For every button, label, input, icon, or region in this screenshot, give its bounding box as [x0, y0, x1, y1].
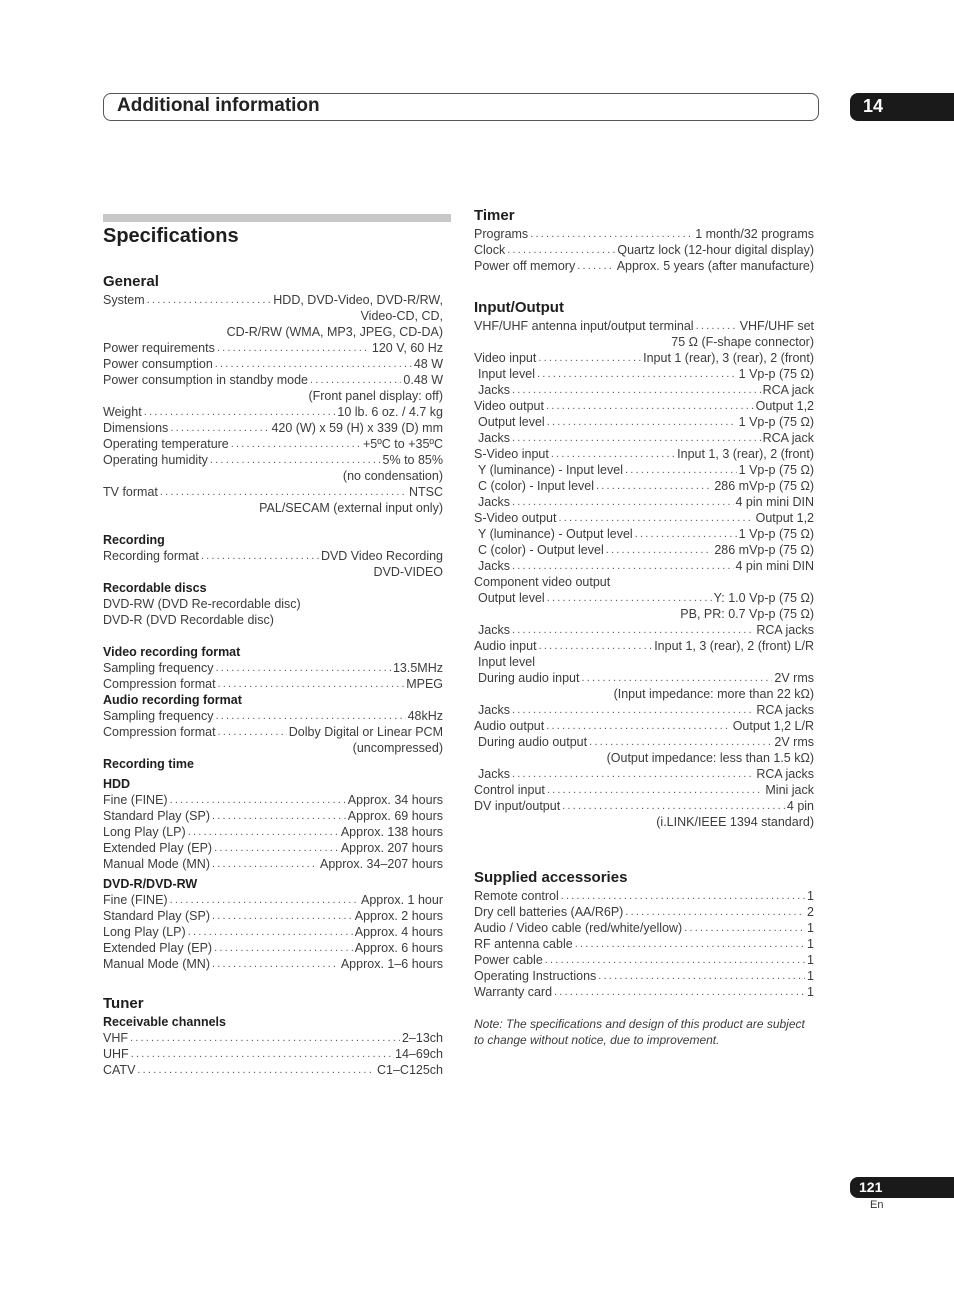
spec-line [474, 558, 814, 574]
spec-label: Programs [474, 227, 529, 241]
spec-line [474, 414, 814, 430]
spec-value: 2V rms [774, 671, 814, 685]
spec-value: 4 pin [786, 799, 814, 813]
spec-line [474, 382, 814, 398]
spec-line [474, 798, 814, 814]
spec-label: Extended Play (EP) [103, 941, 213, 955]
spec-label: Dry cell batteries (AA/R6P) [474, 905, 624, 919]
spec-value: 0.48 W [403, 373, 443, 387]
section-divider-bar [103, 214, 451, 222]
spec-value: Approx. 6 hours [354, 941, 443, 955]
spec-label: TV format [103, 485, 158, 499]
spec-line [103, 808, 443, 824]
spec-label: VHF/UHF antenna input/output terminal [474, 319, 694, 333]
spec-value: 1 [807, 953, 814, 967]
accessories-title: Supplied accessories [474, 869, 628, 886]
spec-line [103, 292, 443, 308]
spec-line [474, 734, 814, 750]
spec-label: Warranty card [474, 985, 553, 999]
spec-label: Jacks [478, 431, 510, 445]
chapter-number: 14 [863, 96, 884, 116]
spec-value: RCA jack [762, 431, 814, 445]
note-line: to change without notice, due to improvement. [474, 1033, 720, 1047]
spec-line [474, 782, 814, 798]
spec-line [474, 430, 814, 446]
spec-label: Extended Play (EP) [103, 841, 213, 855]
spec-value: Approx. 207 hours [340, 841, 443, 855]
spec-value: DVD Video Recording [320, 549, 443, 563]
spec-line [474, 638, 814, 654]
spec-value: 48kHz [407, 709, 443, 723]
spec-value: Output 1,2 [755, 511, 814, 525]
spec-label: Recording format [103, 549, 199, 563]
spec-label: UHF [103, 1047, 129, 1061]
spec-value: 1 [807, 985, 814, 999]
spec-value: 13.5MHz [392, 661, 443, 675]
spec-value: 420 (W) x 59 (H) x 339 (D) mm [271, 421, 443, 435]
note-line: Note: The specifications and design of this product are subject [474, 1017, 805, 1031]
spec-label: Power off memory [474, 259, 576, 273]
spec-line [474, 398, 814, 414]
spec-line [474, 590, 814, 606]
spec-line [474, 242, 814, 258]
spec-line [474, 366, 814, 382]
spec-label: DV input/output [474, 799, 561, 813]
spec-line [474, 510, 814, 526]
spec-value: Input 1, 3 (rear), 2 (front) [677, 447, 814, 461]
spec-value: 1 [807, 937, 814, 951]
spec-label: Compression format [103, 677, 216, 691]
spec-line [474, 904, 814, 920]
recording-title: Recording [103, 533, 165, 547]
spec-line [474, 984, 814, 1000]
spec-value: 286 mVp-p (75 Ω) [714, 479, 814, 493]
spec-label: Weight [103, 405, 142, 419]
spec-label: Video output [474, 399, 544, 413]
specifications-title: Specifications [103, 225, 239, 247]
spec-label: S-Video output [474, 511, 557, 525]
spec-value: 4 pin mini DIN [735, 559, 814, 573]
right-column [474, 206, 814, 1048]
spec-value: 4 pin mini DIN [735, 495, 814, 509]
page-number-tab [850, 1177, 954, 1198]
receivable-channels-title: Receivable channels [103, 1015, 226, 1029]
page-number: 121 [859, 1179, 883, 1195]
spec-label: Power consumption in standby mode [103, 373, 308, 387]
spec-value: Approx. 34–207 hours [319, 857, 443, 871]
spec-value: Mini jack [765, 783, 814, 797]
spec-value: RCA jack [762, 383, 814, 397]
spec-line [103, 436, 443, 452]
spec-label: Long Play (LP) [103, 825, 186, 839]
spec-label: Fine (FINE) [103, 793, 168, 807]
tuner-title: Tuner [103, 995, 144, 1012]
spec-value: RCA jacks [756, 623, 814, 637]
spec-label: Operating temperature [103, 437, 229, 451]
spec-line [103, 892, 443, 908]
spec-label: Video input [474, 351, 537, 365]
spec-continuation: 75 Ω (F-shape connector) [671, 335, 814, 349]
spec-line [103, 940, 443, 956]
spec-label: CATV [103, 1063, 136, 1077]
spec-label: C (color) - Input level [478, 479, 595, 493]
spec-line [474, 888, 814, 904]
spec-label: Y (luminance) - Output level [478, 527, 633, 541]
spec-label: Power cable [474, 953, 543, 967]
header-title: Additional information [117, 95, 320, 116]
spec-value: MPEG [406, 677, 443, 691]
spec-label: Jacks [478, 703, 510, 717]
recording-time-title: Recording time [103, 757, 194, 771]
spec-line [103, 404, 443, 420]
hdd-title: HDD [103, 777, 131, 791]
list-item: DVD-RW (DVD Re-recordable disc) [103, 597, 301, 611]
spec-value: VHF/UHF set [739, 319, 814, 333]
spec-value: 1 Vp-p (75 Ω) [738, 415, 814, 429]
spec-line [103, 420, 443, 436]
spec-line [474, 670, 814, 686]
spec-continuation: (Output impedance: less than 1.5 kΩ) [606, 751, 814, 765]
spec-line [103, 340, 443, 356]
spec-line [474, 462, 814, 478]
timer-title: Timer [474, 207, 515, 224]
spec-line [103, 1062, 443, 1078]
spec-subheading: Component video output [474, 575, 611, 589]
spec-label: Power consumption [103, 357, 213, 371]
spec-continuation: (uncompressed) [352, 741, 443, 755]
spec-value: HDD, DVD-Video, DVD-R/RW, [273, 293, 443, 307]
spec-label: Jacks [478, 767, 510, 781]
spec-value: 1 month/32 programs [695, 227, 814, 241]
spec-label: C (color) - Output level [478, 543, 604, 557]
spec-line [474, 526, 814, 542]
spec-line [474, 968, 814, 984]
spec-line [103, 724, 443, 740]
spec-continuation: DVD-VIDEO [373, 565, 443, 579]
spec-label: S-Video input [474, 447, 549, 461]
spec-value: 10 lb. 6 oz. / 4.7 kg [337, 405, 443, 419]
page-language: En [870, 1199, 884, 1211]
input-output-title: Input/Output [474, 299, 564, 316]
spec-label: Power requirements [103, 341, 215, 355]
spec-line [103, 676, 443, 692]
spec-continuation: CD-R/RW (WMA, MP3, JPEG, CD-DA) [226, 325, 443, 339]
spec-value: Input 1 (rear), 3 (rear), 2 (front) [643, 351, 814, 365]
spec-line [474, 258, 814, 274]
spec-line [474, 766, 814, 782]
spec-value: 1 Vp-p (75 Ω) [738, 367, 814, 381]
dvd-title: DVD-R/DVD-RW [103, 877, 198, 891]
spec-line [103, 856, 443, 872]
spec-continuation: (no condensation) [342, 469, 443, 483]
spec-label: System [103, 293, 145, 307]
spec-value: Input 1, 3 (rear), 2 (front) L/R [654, 639, 814, 653]
video-format-title: Video recording format [103, 645, 241, 659]
spec-label: Remote control [474, 889, 559, 903]
spec-value: Approx. 1 hour [361, 893, 443, 907]
spec-label: Long Play (LP) [103, 925, 186, 939]
spec-label: Y (luminance) - Input level [478, 463, 623, 477]
spec-line [474, 952, 814, 968]
spec-value: Approx. 34 hours [347, 793, 443, 807]
spec-line [103, 956, 443, 972]
spec-label: Compression format [103, 725, 216, 739]
spec-line [474, 920, 814, 936]
general-title: General [103, 273, 159, 290]
spec-value: 48 W [413, 357, 443, 371]
spec-continuation: (Front panel display: off) [308, 389, 443, 403]
spec-label: Clock [474, 243, 506, 257]
spec-value: 286 mVp-p (75 Ω) [714, 543, 814, 557]
spec-continuation: Video-CD, CD, [360, 309, 443, 323]
spec-value: 14–69ch [395, 1047, 443, 1061]
spec-value: 1 Vp-p (75 Ω) [738, 527, 814, 541]
spec-label: Sampling frequency [103, 661, 214, 675]
spec-label: Audio / Video cable (red/white/yellow) [474, 921, 683, 935]
list-item: DVD-R (DVD Recordable disc) [103, 613, 274, 627]
spec-value: 2V rms [774, 735, 814, 749]
spec-value: Approx. 1–6 hours [340, 957, 443, 971]
spec-value: +5ºC to +35ºC [362, 437, 443, 451]
spec-line [474, 622, 814, 638]
spec-label: Jacks [478, 383, 510, 397]
spec-label: Manual Mode (MN) [103, 957, 210, 971]
spec-label: During audio output [478, 735, 588, 749]
spec-label: Standard Play (SP) [103, 909, 210, 923]
spec-continuation: PB, PR: 0.7 Vp-p (75 Ω) [680, 607, 814, 621]
spec-value: 1 [807, 969, 814, 983]
spec-label: RF antenna cable [474, 937, 573, 951]
spec-line [474, 478, 814, 494]
spec-line [103, 356, 443, 372]
spec-line [474, 494, 814, 510]
spec-value: 5% to 85% [382, 453, 443, 467]
spec-line [103, 484, 443, 500]
spec-value: Output 1,2 L/R [732, 719, 814, 733]
spec-label: Fine (FINE) [103, 893, 168, 907]
spec-continuation: (i.LINK/IEEE 1394 standard) [656, 815, 814, 829]
spec-line [474, 718, 814, 734]
spec-label: Audio output [474, 719, 545, 733]
spec-label: Jacks [478, 559, 510, 573]
spec-label: Input level [478, 367, 535, 381]
spec-line [103, 824, 443, 840]
spec-value: Y: 1.0 Vp-p (75 Ω) [713, 591, 814, 605]
spec-line [474, 542, 814, 558]
spec-line [103, 1030, 443, 1046]
spec-label: Control input [474, 783, 545, 797]
spec-value: 1 Vp-p (75 Ω) [738, 463, 814, 477]
spec-label: Operating humidity [103, 453, 208, 467]
spec-value: 1 [807, 921, 814, 935]
spec-line [103, 548, 443, 564]
spec-line [474, 318, 814, 334]
spec-label: Standard Play (SP) [103, 809, 210, 823]
spec-value: NTSC [408, 485, 443, 499]
spec-value: 2 [807, 905, 814, 919]
spec-line [103, 792, 443, 808]
spec-line [474, 226, 814, 242]
spec-line [474, 936, 814, 952]
audio-format-title: Audio recording format [103, 693, 242, 707]
recordable-discs-title: Recordable discs [103, 581, 207, 595]
spec-label: Audio input [474, 639, 537, 653]
spec-line [474, 446, 814, 462]
spec-label: During audio input [478, 671, 580, 685]
spec-continuation: (Input impedance: more than 22 kΩ) [613, 687, 814, 701]
spec-line [474, 702, 814, 718]
spec-value: 1 [807, 889, 814, 903]
spec-line [474, 350, 814, 366]
spec-value: Approx. 5 years (after manufacture) [616, 259, 814, 273]
chapter-tab [850, 93, 954, 121]
spec-line [103, 924, 443, 940]
spec-value: Dolby Digital or Linear PCM [288, 725, 443, 739]
spec-value: C1–C125ch [376, 1063, 443, 1077]
spec-value: Output 1,2 [755, 399, 814, 413]
spec-value: 2–13ch [401, 1031, 443, 1045]
header-bar [103, 93, 819, 121]
spec-continuation: PAL/SECAM (external input only) [259, 501, 443, 515]
spec-label: Sampling frequency [103, 709, 214, 723]
spec-line [103, 452, 443, 468]
spec-label: Jacks [478, 623, 510, 637]
spec-label: Operating Instructions [474, 969, 597, 983]
spec-label: Dimensions [103, 421, 169, 435]
spec-value: RCA jacks [756, 703, 814, 717]
spec-value: Quartz lock (12-hour digital display) [617, 243, 814, 257]
spec-line [103, 908, 443, 924]
spec-label: Output level [478, 591, 545, 605]
spec-subheading: Input level [478, 655, 535, 669]
left-column [103, 272, 443, 1078]
spec-line [103, 372, 443, 388]
spec-value: Approx. 138 hours [340, 825, 443, 839]
spec-line [103, 1046, 443, 1062]
spec-value: Approx. 69 hours [347, 809, 443, 823]
spec-line [103, 708, 443, 724]
spec-value: RCA jacks [756, 767, 814, 781]
spec-value: 120 V, 60 Hz [371, 341, 443, 355]
spec-label: Jacks [478, 495, 510, 509]
spec-value: Approx. 2 hours [354, 909, 443, 923]
spec-line [103, 840, 443, 856]
spec-label: Manual Mode (MN) [103, 857, 210, 871]
spec-value: Approx. 4 hours [354, 925, 443, 939]
spec-line [103, 660, 443, 676]
spec-label: VHF [103, 1031, 128, 1045]
spec-label: Output level [478, 415, 545, 429]
